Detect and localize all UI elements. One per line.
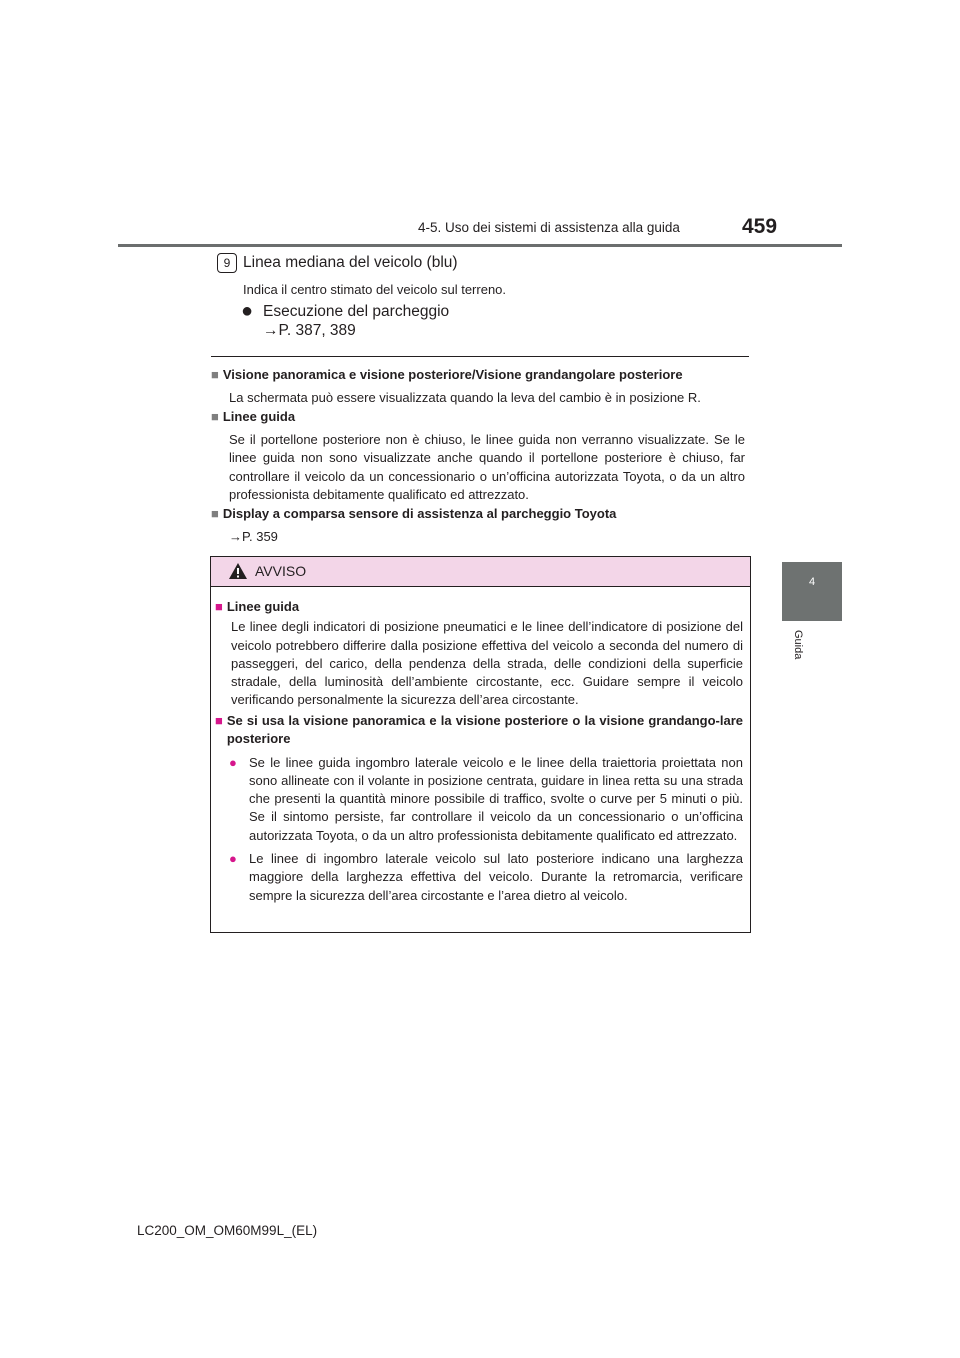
warning-bullet-text: Le linee di ingombro laterale veicolo sul lato posteriore indicano una larghezza maggiore della larghezza effettiva del veicolo. Durante la retromarcia, verificare sempre la sicurezza dell’area circostante e l’area dietro al veicolo. <box>249 851 743 903</box>
note-reference[interactable]: →P. 359 <box>229 528 278 544</box>
item-description: Indica il centro stimato del veicolo sul terreno. <box>243 282 507 297</box>
warning-bullet <box>215 754 743 845</box>
warning-bullet <box>215 850 743 905</box>
footer-document-code: LC200_OM_OM60M99L_(EL) <box>137 1223 318 1238</box>
square-bullet-icon: ■ <box>211 367 219 382</box>
item-number-badge: 9 <box>217 253 237 273</box>
chapter-tab-label: Guida <box>792 630 804 660</box>
note-body: Se il portellone posteriore non è chiuso, le linee guida non verranno visualizzate. Se le linee guida non sono visualizzate anche quando il portellone posteriore è chiuso, far controllare il veicolo da un concessionario o un’officina autorizzata Toyota, o da un altro professionista debitamente qualificato ed attrezzato. <box>229 431 745 502</box>
note-block <box>211 505 745 546</box>
chapter-tab[interactable] <box>782 562 842 621</box>
square-bullet-icon: ■ <box>211 506 219 521</box>
item-bullet: Esecuzione del parcheggio <box>263 303 450 320</box>
warning-section-body: Le linee degli indicatori di posizione pneumatici e le linee dell’indicatore di posizione del veicolo potrebbero differire dalla posizione effettiva del veicolo a seconda del numero di passeggeri, del carico, della pendenza della strada, delle condizioni della superficie stradale, della luminosità dell’ambiente circostante, ecc. Guidare sempre il veicolo verificando personalmente la sicurezza dell’area circostante. <box>231 619 743 708</box>
bullet-dot-icon: ● <box>229 851 237 867</box>
square-bullet-icon: ■ <box>215 599 223 614</box>
square-bullet-icon: ■ <box>215 713 223 728</box>
warning-heading: AVVISO <box>255 563 307 579</box>
item-title: Linea mediana del veicolo (blu) <box>243 254 458 271</box>
warning-box <box>210 556 751 933</box>
item-bullet-reference[interactable]: →P. 387, 389 <box>263 322 356 339</box>
chapter-tab-number: 4 <box>808 576 816 588</box>
note-body: La schermata può essere visualizzata quando la leva del cambio è in posizione R. <box>229 389 701 405</box>
warning-section-title: Se si usa la visione panoramica e la visione posteriore o la visione grandango-lare posteriore <box>226 713 743 747</box>
section-divider <box>211 356 749 357</box>
square-bullet-icon: ■ <box>211 409 219 424</box>
warning-section <box>215 598 743 710</box>
header-section-title: 4-5. Uso dei sistemi di assistenza alla guida <box>418 220 680 235</box>
bullet-dot-icon: ● <box>229 754 237 770</box>
note-block <box>211 408 745 505</box>
warning-section <box>215 712 743 905</box>
note-title: Display a comparsa sensore di assistenza al parcheggio Toyota <box>222 506 617 521</box>
warning-section-title: Linee guida <box>226 599 300 614</box>
warning-triangle-icon <box>228 562 248 580</box>
page-number: 459 <box>742 215 778 238</box>
note-block <box>211 366 745 407</box>
warning-header <box>211 557 750 587</box>
bullet-dot-icon: ● <box>241 300 254 322</box>
warning-bullet-text: Se le linee guida ingombro laterale veicolo e le linee della traiettoria proiettata non sono allineate con il volante in posizione centrata, guidare in linea retta su una strada che presenti la quantità minore possibile di traffico, svolte o curve per 5 minuti o più. Se il sintomo persiste, far controllare il veicolo da un concessionario o un’officina autorizzata Toyota, o da un altro professionista debitamente qualificato ed attrezzato. <box>249 754 743 843</box>
note-title: Linee guida <box>222 409 296 424</box>
header-divider <box>118 244 842 247</box>
note-title: Visione panoramica e visione posteriore/Visione grandangolare posteriore <box>222 367 683 382</box>
